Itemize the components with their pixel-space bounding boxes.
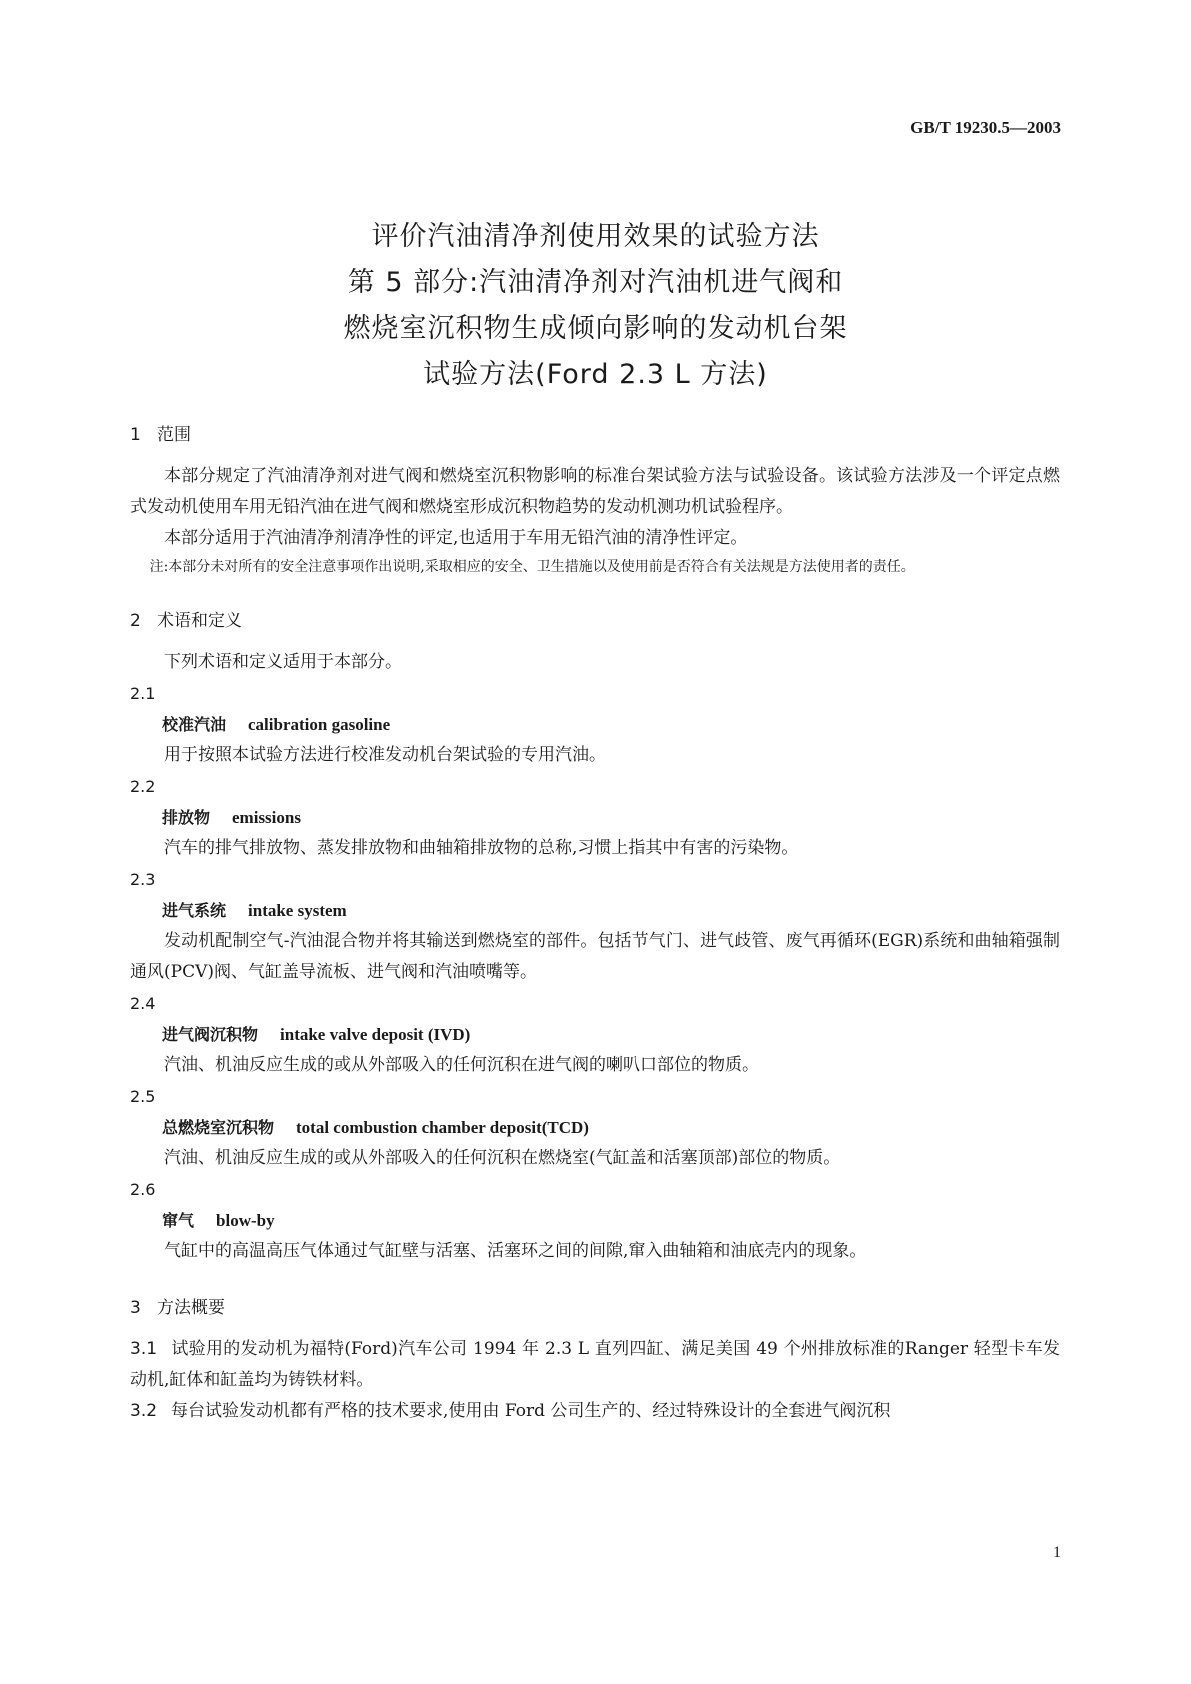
term-definition: 汽车的排气排放物、蒸发排放物和曲轴箱排放物的总称,习惯上指其中有害的污染物。 [164,838,799,858]
term-en: blow-by [216,1211,275,1230]
term-number: 2.3 [130,870,156,889]
document-title [0,214,1191,398]
clause-number: 3.1 [130,1339,158,1359]
clause-text: 试验用的发动机为福特(Ford)汽车公司 1994 年 2.3 L 直列四缸、满足美国 49 个州排放标准的Ranger 轻型卡车发动机,缸体和缸盖均为铸铁材料。 [130,1339,1060,1390]
term-title [130,895,1060,926]
term-number: 2.6 [130,1180,156,1199]
term-cn: 排放物 [162,808,211,827]
title-line: 燃烧室沉积物生成倾向影响的发动机台架 [343,313,848,344]
term-definition: 用于按照本试验方法进行校准发动机台架试验的专用汽油。 [164,745,606,765]
term-cn: 总燃烧室沉积物 [162,1118,275,1137]
term-title [130,709,1060,740]
term-number: 2.4 [130,994,156,1013]
term-number: 2.2 [130,777,156,796]
term-cn: 窜气 [162,1211,195,1230]
term-title [130,1019,1060,1050]
section-heading-summary: 3 方法概要 [130,1298,226,1318]
term-title [130,1205,1060,1236]
term-number: 2.5 [130,1087,156,1106]
clause [130,1396,1060,1427]
term-definition: 汽油、机油反应生成的或从外部吸入的任何沉积在燃烧室(气缸盖和活塞顶部)部位的物质。 [164,1148,841,1168]
term-cn: 进气阀沉积物 [162,1025,259,1044]
term-definition: 汽油、机油反应生成的或从外部吸入的任何沉积在进气阀的喇叭口部位的物质。 [164,1055,759,1075]
scope-paragraph: 本部分适用于汽油清净剂清净性的评定,也适用于车用无铅汽油的清净性评定。 [164,528,748,548]
scope-note: 注:本部分未对所有的安全注意事项作出说明,采取相应的安全、卫生措施以及使用前是否符合有关法规是方法使用者的责任。 [149,559,915,575]
clause [130,1334,1060,1396]
term-en: calibration gasoline [248,715,391,734]
term-title [130,802,1060,833]
term-en: intake system [248,901,347,920]
clause-number: 3.2 [130,1401,158,1421]
term-number: 2.1 [130,684,156,703]
title-line: 评价汽油清净剂使用效果的试验方法 [371,221,820,252]
scope-paragraph: 本部分规定了汽油清净剂对进气阀和燃烧室沉积物影响的标准台架试验方法与试验设备。该试验方法涉及一个评定点燃式发动机使用车用无铅汽油在进气阀和燃烧室形成沉积物趋势的发动机测功机试验程序。 [130,466,1060,517]
standard-code: GB/T 19230.5—2003 [910,118,1061,137]
term-definition: 气缸中的高温高压气体通过气缸壁与活塞、活塞环之间的间隙,窜入曲轴箱和油底壳内的现象。 [164,1241,867,1261]
term-definition: 发动机配制空气-汽油混合物并将其输送到燃烧室的部件。包括节气门、进气歧管、废气再循环(EGR)系统和曲轴箱强制通风(PCV)阀、气缸盖导流板、进气阀和汽油喷嘴等。 [130,931,1060,982]
section-heading-scope: 1 范围 [130,425,192,445]
clause-text: 每台试验发动机都有严格的技术要求,使用由 Ford 公司生产的、经过特殊设计的全套进气阀沉积 [171,1401,891,1421]
title-line: 第 5 部分:汽油清净剂对汽油机进气阀和 [347,267,844,298]
term-title [130,1112,1060,1143]
terms-intro: 下列术语和定义适用于本部分。 [164,652,402,672]
term-en: total combustion chamber deposit(TCD) [296,1118,589,1137]
term-cn: 进气系统 [162,901,227,920]
section-heading-terms: 2 术语和定义 [130,611,243,631]
page-number: 1 [1053,1544,1061,1561]
term-en: emissions [232,808,301,827]
title-line: 试验方法(Ford 2.3 L 方法) [423,359,768,390]
document-body [130,420,1060,1427]
term-cn: 校准汽油 [162,715,227,734]
term-en: intake valve deposit (IVD) [280,1025,471,1044]
